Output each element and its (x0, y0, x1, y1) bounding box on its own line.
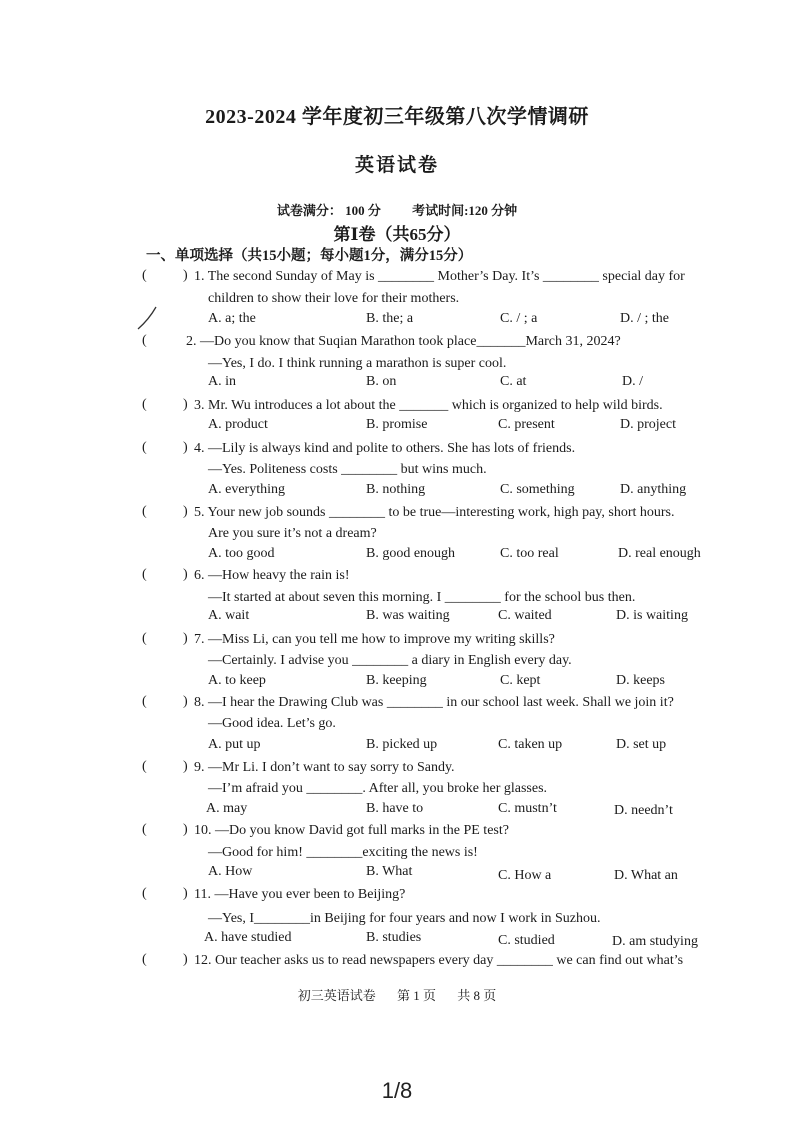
question-8-option-b: B. picked up (366, 737, 438, 752)
footer-page-number: 第 1 页 (396, 988, 436, 1003)
question-8-stem: 8. —I hear the Drawing Club was ________ in our school last week. Shall we join it? (194, 695, 674, 710)
question-10-option-c: C. How a (498, 868, 552, 883)
exam-subtitle: 英语试卷 (354, 155, 439, 176)
section-heading: 一、单项选择（共15小题；每小题1分，满分15分） (146, 248, 473, 264)
full-score: 试卷满分： 100 分 (276, 203, 381, 218)
answer-paren-close: ) (183, 822, 188, 837)
question-4-option-b: B. nothing (366, 482, 426, 497)
answer-paren-close: ) (183, 694, 188, 709)
question-3-option-d: D. project (620, 417, 676, 432)
answer-paren-open: ( (142, 440, 147, 455)
question-8-option-c: C. taken up (498, 737, 563, 752)
question-9-option-d: D. needn’t (614, 803, 673, 818)
question-7-option-d: D. keeps (616, 673, 665, 688)
question-3-stem: 3. Mr. Wu introduces a lot about the _______ which is organized to help wild birds. (194, 398, 663, 413)
answer-paren-open: ( (142, 631, 147, 646)
question-10-option-a: A. How (208, 864, 253, 879)
answer-paren-close: ) (183, 952, 188, 967)
question-2-stem-cont: —Yes, I do. I think running a marathon is super cool. (208, 356, 507, 371)
question-5-stem-cont: Are you sure it’s not a dream? (208, 526, 377, 541)
answer-paren-open: ( (142, 504, 147, 519)
question-10-stem: 10. —Do you know David got full marks in the PE test? (194, 823, 509, 838)
question-6-stem-cont: —It started at about seven this morning. I ________ for the school bus then. (208, 590, 636, 605)
answer-paren-open: ( (142, 822, 147, 837)
question-3-option-b: B. promise (366, 417, 428, 432)
question-4-stem-cont: —Yes. Politeness costs ________ but wins much. (208, 462, 487, 477)
question-8-stem-cont: —Good idea. Let’s go. (208, 716, 336, 731)
question-5-option-d: D. real enough (618, 546, 701, 561)
answer-paren-close: ) (183, 397, 188, 412)
question-2-option-d: D. / (622, 374, 643, 389)
question-9-stem: 9. —Mr Li. I don’t want to say sorry to Sandy. (194, 760, 455, 775)
question-11-option-c: C. studied (498, 933, 555, 948)
question-8-option-a: A. put up (208, 737, 261, 752)
footer-page-total: 共 8 页 (457, 988, 497, 1003)
question-9-option-b: B. have to (366, 801, 424, 816)
answer-paren-open: ( (142, 333, 147, 348)
question-3-option-c: C. present (498, 417, 555, 432)
question-1-option-d: D. / ; the (620, 311, 669, 326)
question-10-option-d: D. What an (614, 868, 678, 883)
question-3-option-a: A. product (208, 417, 268, 432)
answer-paren-close: ) (183, 759, 188, 774)
answer-paren-open: ( (142, 567, 147, 582)
pdf-page-indicator: 1/8 (381, 1078, 413, 1103)
exam-title: 2023-2024 学年度初三年级第八次学情调研 (205, 106, 589, 128)
question-7-option-b: B. keeping (366, 673, 427, 688)
question-5-stem: 5. Your new job sounds ________ to be true—interesting work, high pay, short hours. (194, 505, 675, 520)
answer-paren-open: ( (142, 759, 147, 774)
question-5-option-a: A. too good (208, 546, 275, 561)
question-1-option-a: A. a; the (208, 311, 256, 326)
question-1-option-b: B. the; a (366, 311, 414, 326)
answer-paren-open: ( (142, 268, 147, 283)
question-7-stem: 7. —Miss Li, can you tell me how to improve my writing skills? (194, 632, 555, 647)
question-10-stem-cont: —Good for him! ________exciting the news is! (208, 845, 478, 860)
question-4-option-c: C. something (500, 482, 575, 497)
question-11-option-a: A. have studied (204, 930, 292, 945)
page-footer (0, 985, 794, 1004)
question-6-option-a: A. wait (208, 608, 250, 623)
answer-paren-open: ( (142, 886, 147, 901)
question-9-option-c: C. mustn’t (498, 801, 557, 816)
question-1-stem: 1. The second Sunday of May is ________ Mother’s Day. It’s ________ special day for (194, 269, 685, 284)
question-10-option-b: B. What (366, 864, 413, 879)
exam-info (0, 200, 794, 219)
question-11-stem-cont: —Yes, I________in Beijing for four years and now I work in Suzhou. (208, 911, 601, 926)
question-2-option-a: A. in (208, 374, 236, 389)
question-1-option-c: C. / ; a (500, 311, 538, 326)
question-6-option-c: C. waited (498, 608, 552, 623)
answer-paren-close: ) (183, 504, 188, 519)
question-2-stem: 2. —Do you know that Suqian Marathon took place_______March 31, 2024? (186, 334, 621, 349)
question-11-option-b: B. studies (366, 930, 422, 945)
answer-paren-close: ) (183, 440, 188, 455)
answer-paren-close: ) (183, 567, 188, 582)
footer-exam-name: 初三英语试卷 (297, 988, 376, 1003)
answer-paren-open: ( (142, 397, 147, 412)
question-7-option-c: C. kept (500, 673, 541, 688)
question-6-option-d: D. is waiting (616, 608, 688, 623)
question-5-option-b: B. good enough (366, 546, 456, 561)
question-11-stem: 11. —Have you ever been to Beijing? (194, 887, 406, 902)
answer-paren-close: ) (183, 268, 188, 283)
answer-paren-close: ) (183, 886, 188, 901)
question-2-option-b: B. on (366, 374, 397, 389)
pencil-slash-mark (134, 304, 162, 332)
question-9-stem-cont: —I’m afraid you ________. After all, you broke her glasses. (208, 781, 548, 796)
answer-paren-open: ( (142, 952, 147, 967)
question-8-option-d: D. set up (616, 737, 667, 752)
question-7-stem-cont: —Certainly. I advise you ________ a diary in English every day. (208, 653, 572, 668)
answer-paren-open: ( (142, 694, 147, 709)
question-4-option-d: D. anything (620, 482, 687, 497)
question-12-stem: 12. Our teacher asks us to read newspapers every day ________ we can find out what’s (194, 953, 684, 968)
question-6-stem: 6. —How heavy the rain is! (194, 568, 350, 583)
question-7-option-a: A. to keep (208, 673, 266, 688)
question-11-option-d: D. am studying (612, 934, 698, 949)
answer-paren-close: ) (183, 631, 188, 646)
exam-time: 考试时间:120 分钟 (412, 203, 518, 218)
question-4-stem: 4. —Lily is always kind and polite to others. She has lots of friends. (194, 441, 576, 456)
question-9-option-a: A. may (206, 801, 248, 816)
question-6-option-b: B. was waiting (366, 608, 450, 623)
question-5-option-c: C. too real (500, 546, 559, 561)
question-4-option-a: A. everything (208, 482, 285, 497)
question-2-option-c: C. at (500, 374, 527, 389)
question-1-stem-cont: children to show their love for their mothers. (208, 291, 460, 306)
volume-heading: 第Ⅰ卷（共65分） (333, 225, 461, 244)
